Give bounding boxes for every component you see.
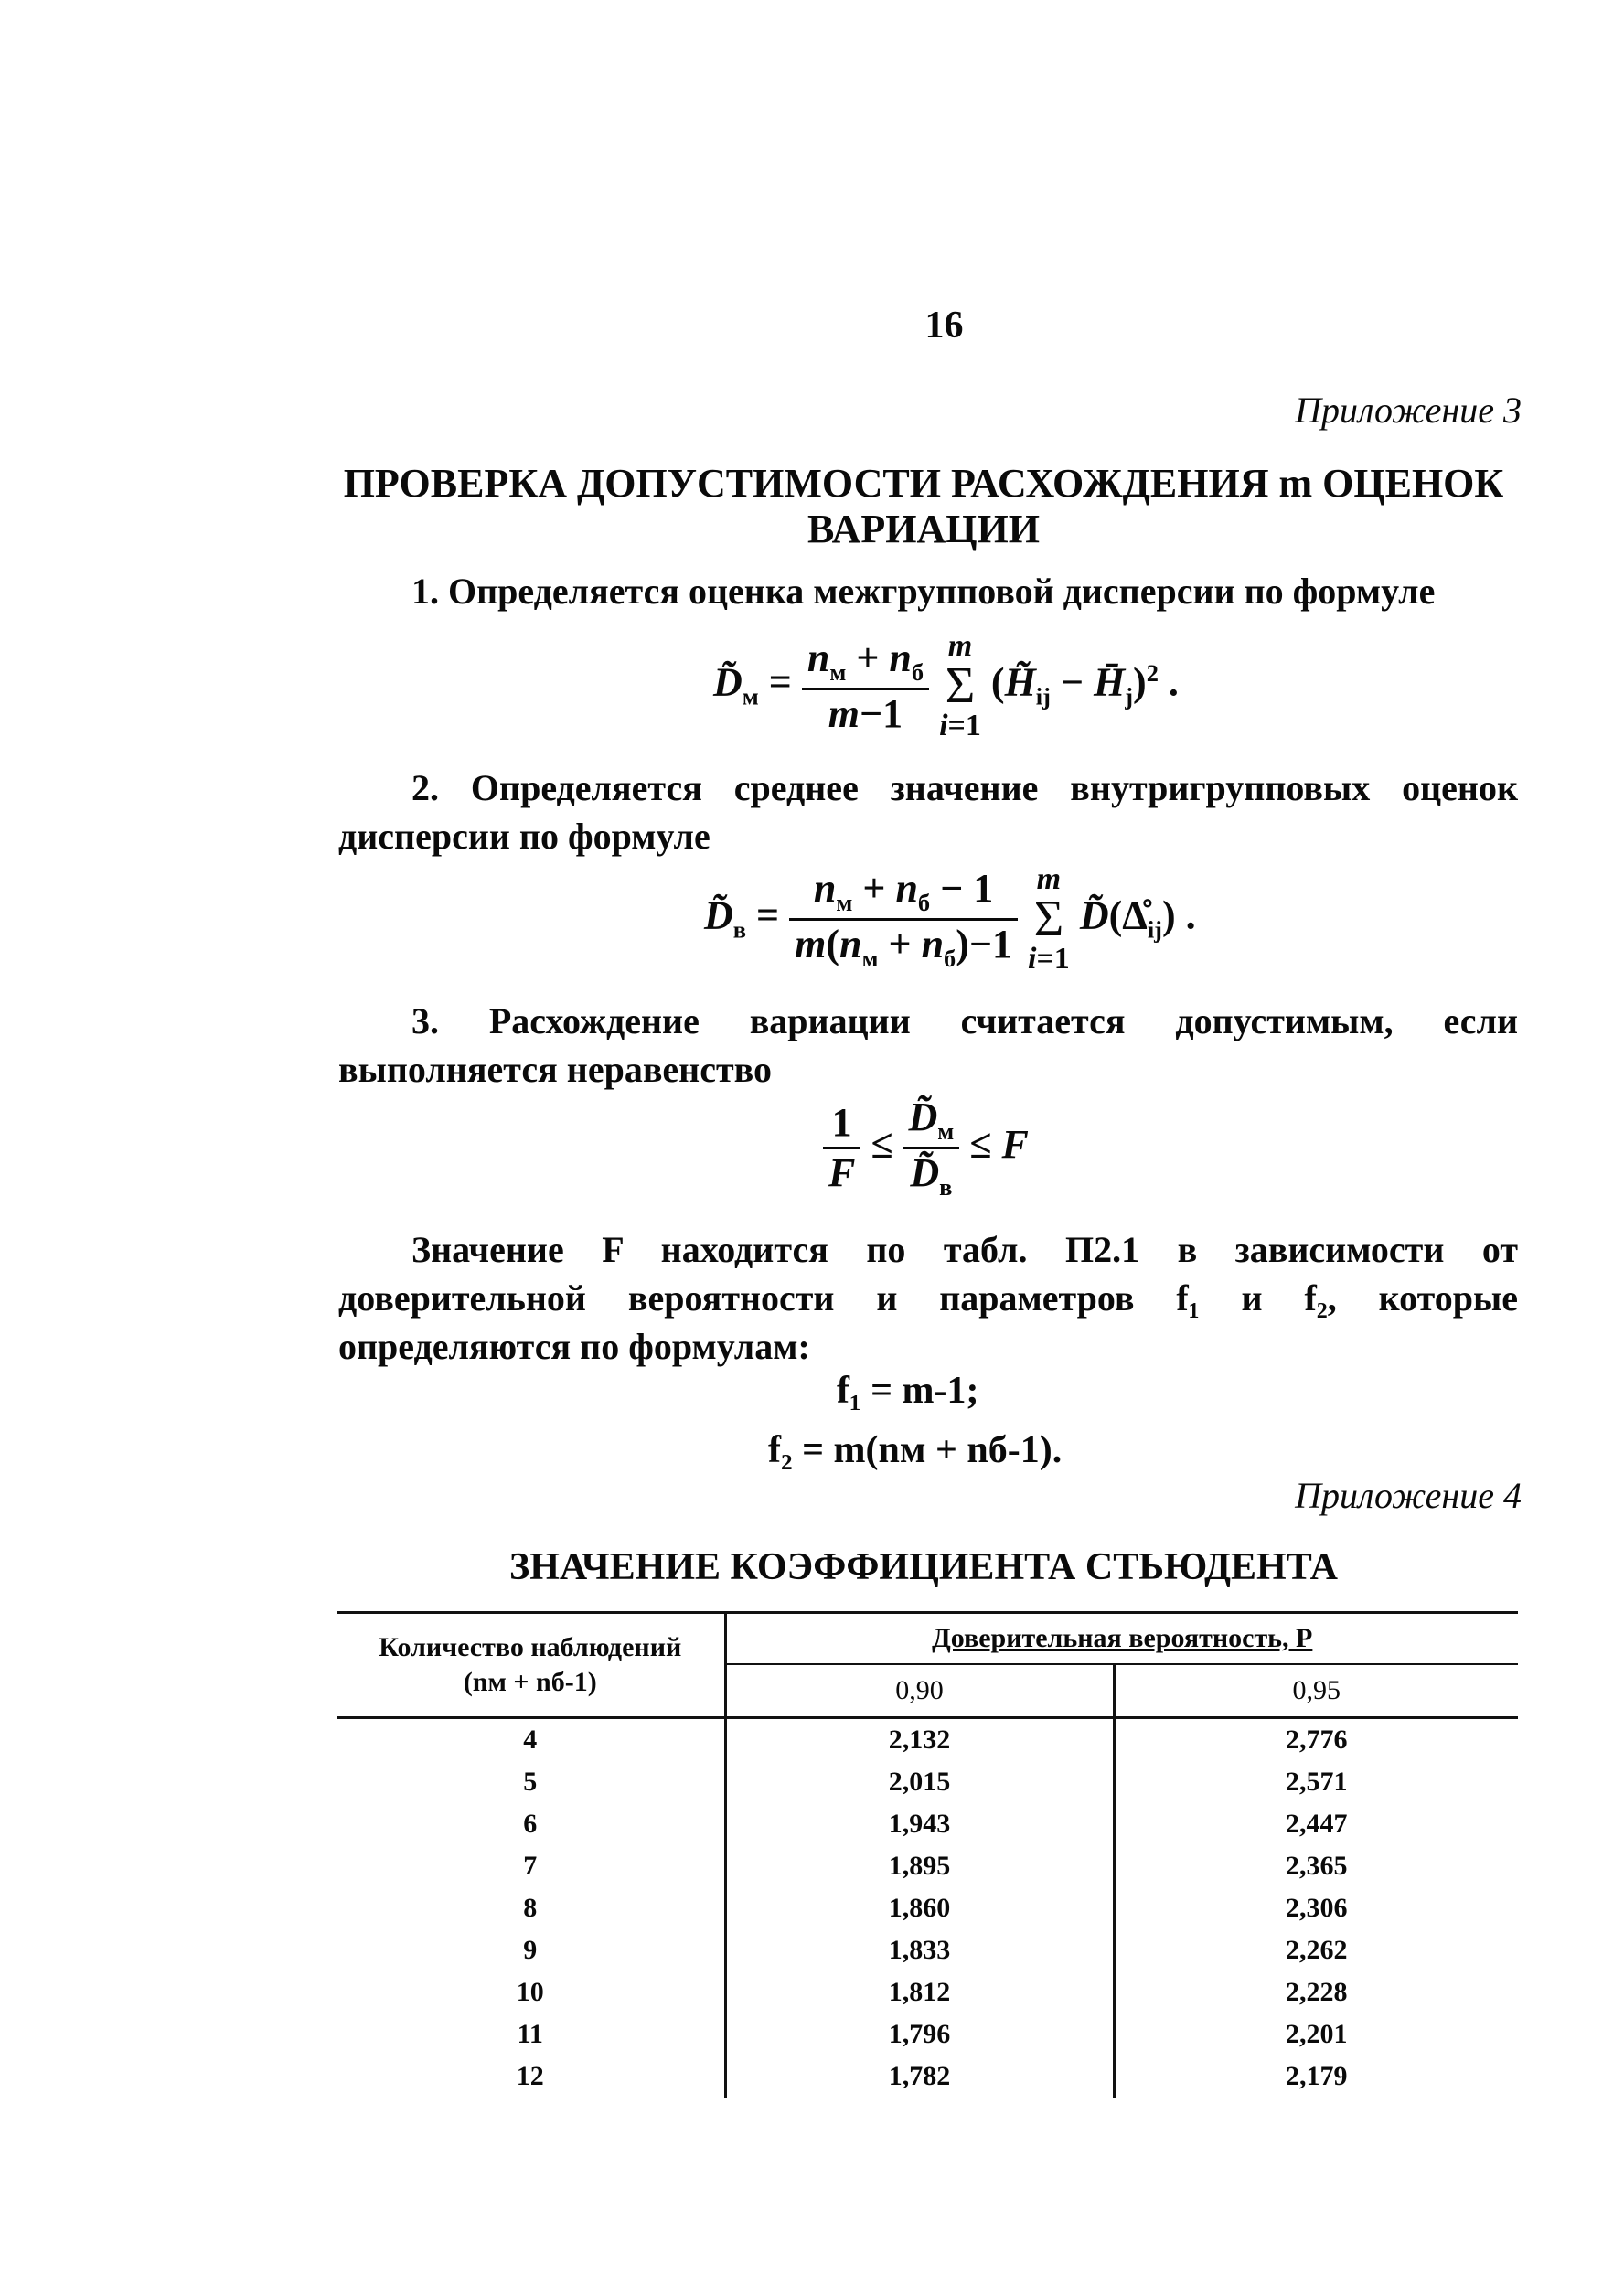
formula-within-group-dispersion: $D̃_в$ = $\frac{n_м + n_б - 1}{m(n_м + n_б)-1}$ m Σ i=1 $D̃(\Deltå_{ij})$ . — [704, 862, 1196, 977]
formula-f2: f₂ = m(nм + nб-1). — [768, 1429, 1063, 1471]
appendix-4-label: Приложение 4 — [1295, 1475, 1522, 1516]
cell-value-095: 2,571 — [1286, 1767, 1348, 1797]
table-row — [337, 1929, 1518, 1971]
confidence-probability-header: Доверительная вероятность, P — [725, 1613, 1518, 1665]
cell-observations: 5 — [337, 1761, 725, 1803]
table-row — [337, 1845, 1518, 1887]
cell-value-090: 1,796 — [725, 2013, 1114, 2056]
cell-value-090: 1,860 — [725, 1887, 1114, 1929]
cell-value-095: 2,776 — [1286, 1725, 1348, 1755]
cell-value-095: 2,262 — [1286, 1935, 1348, 1965]
appendix-4-title: ЗНАЧЕНИЕ КОЭФФИЦИЕНТА СТЬЮДЕНТА — [509, 1546, 1338, 1588]
col-observations-header — [337, 1613, 725, 1718]
appendix-3-title — [329, 461, 1518, 552]
cell-value-095: 2,179 — [1286, 2061, 1348, 2091]
appendix-3-label: Приложение 3 — [1295, 390, 1522, 431]
page-number: 16 — [924, 304, 964, 347]
appendix-3-title-line2: ВАРИАЦИИ — [807, 507, 1040, 551]
cell-value-090: 2,132 — [725, 1718, 1114, 1762]
table-row — [337, 2013, 1518, 2056]
student-coefficient-table — [337, 1611, 1518, 2098]
cell-value-095: 2,447 — [1286, 1809, 1348, 1839]
cell-value-090: 1,833 — [725, 1929, 1114, 1971]
table-row — [337, 1761, 1518, 1803]
cell-value-090: 1,782 — [725, 2056, 1114, 2098]
item-2-text: 2. Определяется среднее значение внутригрупповых оценок дисперсии по формуле — [338, 767, 1518, 857]
cell-observations: 8 — [337, 1887, 725, 1929]
cell-value-090: 1,895 — [725, 1845, 1114, 1887]
cell-value-090: 2,015 — [725, 1761, 1114, 1803]
col-header-090: 0,90 — [725, 1664, 1114, 1718]
cell-value-095: 2,365 — [1286, 1851, 1348, 1881]
cell-observations: 11 — [337, 2013, 725, 2056]
cell-value-095: 2,306 — [1286, 1893, 1348, 1923]
appendix-3-title-line1: ПРОВЕРКА ДОПУСТИМОСТИ РАСХОЖДЕНИЯ m ОЦЕНОК — [343, 461, 1504, 506]
table-row — [337, 1887, 1518, 1929]
cell-observations: 7 — [337, 1845, 725, 1887]
cell-value-095: 2,201 — [1286, 2019, 1348, 2049]
formula-between-group-dispersion: $D̃_м$ = $\frac{n_м + n_б}{m-1}$ m Σ i=1 ($H̃_{ij}$ − $H̄_j)^2$ . — [713, 629, 1179, 743]
cell-observations: 9 — [337, 1929, 725, 1971]
col-observations-header-line1: Количество наблюдений — [379, 1632, 682, 1662]
item-1-text: 1. Определяется оценка межгрупповой дисперсии по формуле — [411, 571, 1436, 612]
cell-observations: 10 — [337, 1971, 725, 2013]
col-observations-header-line2: (nм + nб-1) — [463, 1667, 597, 1697]
cell-observations: 6 — [337, 1803, 725, 1845]
formula-f1: f₁ = m-1; — [837, 1370, 979, 1412]
f-value-text: Значение F находится по табл. П2.1 в зависимости от доверительной вероятности и параметров f₁ и f₂, которые определяются по формулам: — [338, 1229, 1518, 1367]
table-row — [337, 1718, 1518, 1762]
col-header-095: 0,95 — [1292, 1675, 1341, 1705]
table-row — [337, 1971, 1518, 2013]
cell-value-095: 2,228 — [1286, 1977, 1348, 2007]
cell-observations: 12 — [337, 2056, 725, 2098]
table-row — [337, 1803, 1518, 1845]
table-row — [337, 2056, 1518, 2098]
formula-inequality: $\frac{1}{F}$ ≤ $\frac{D̃_м}{D̃_в}$ ≤ F — [823, 1097, 1029, 1199]
cell-value-090: 1,812 — [725, 1971, 1114, 2013]
item-3-text: 3. Расхождение вариации считается допустимым, если выполняется неравенство — [338, 1000, 1518, 1090]
cell-value-090: 1,943 — [725, 1803, 1114, 1845]
cell-observations: 4 — [337, 1718, 725, 1762]
